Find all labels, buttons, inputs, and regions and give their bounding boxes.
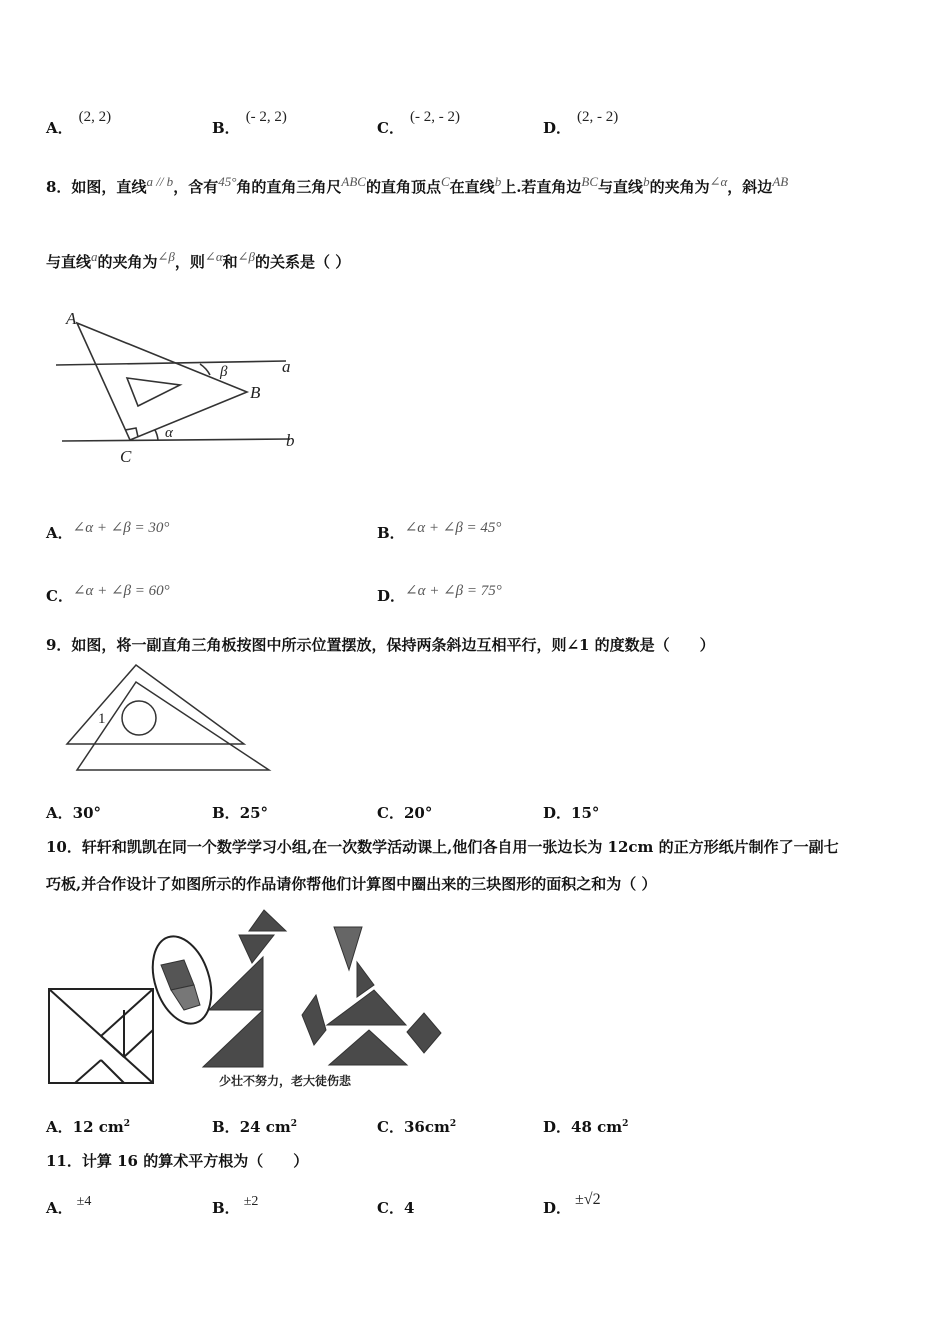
label-a-vertex: A: [66, 309, 77, 328]
option-value: ±4: [76, 1194, 92, 1209]
math: AB: [772, 174, 789, 189]
label-c-vertex: C: [120, 447, 132, 466]
q9-option-c: [377, 802, 432, 823]
option-label: D．: [543, 804, 572, 822]
q9-stem: 9．如图，将一副直角三角板按图中所示位置摆放，保持两条斜边互相平行，则∠1 的度数是（ ）: [46, 636, 715, 654]
math: ∠α: [204, 249, 223, 264]
set-square-bottom: [77, 682, 269, 770]
math: ABC: [341, 174, 366, 189]
option-value: (- 2, 2): [245, 109, 287, 125]
text: 与直线: [598, 178, 644, 196]
label-line-a: a: [282, 357, 291, 376]
tangram-figure-left: [161, 910, 286, 1067]
q10-stem-line2: 巧板,并合作设计了如图所示的作品请你帮他们计算图中圈出来的三块图形的面积之和为（ ）: [46, 875, 657, 893]
option-value: 12 cm: [72, 1118, 124, 1136]
option-value: ∠α + ∠β = 30°: [72, 520, 170, 536]
option-label: A．: [46, 1118, 73, 1136]
option-value: 24 cm: [239, 1118, 291, 1136]
q11-stem: 11．计算 16 的算术平方根为（ ）: [46, 1152, 309, 1170]
text: ，则: [174, 253, 205, 271]
text: ，含有: [173, 178, 219, 196]
text: 上.若直角边: [501, 178, 582, 196]
option-label: B．: [212, 119, 240, 137]
text: 的直角顶点: [365, 178, 441, 196]
tangram-figure-right: [302, 927, 441, 1065]
option-label: C．: [377, 804, 404, 822]
q10-option-a: [46, 1116, 130, 1137]
q8-stem-line2: [46, 251, 350, 272]
option-value: (- 2, - 2): [409, 109, 460, 125]
option-label: C．: [46, 587, 73, 605]
line-b: [62, 439, 290, 441]
alpha-arc: [155, 430, 158, 440]
math: 45°: [218, 174, 237, 189]
option-label: D．: [377, 587, 406, 605]
option-value: (2, 2): [78, 109, 112, 125]
option-label: B．: [212, 1118, 240, 1136]
text: 角的直角三角尺: [236, 178, 342, 196]
option-superscript: 2: [290, 1119, 298, 1129]
q8-option-a: [46, 522, 169, 543]
math: ∠β: [237, 249, 256, 264]
option-superscript: 2: [449, 1119, 457, 1129]
option-label: D．: [543, 1199, 572, 1217]
math: b: [643, 174, 650, 189]
option-label: C．: [377, 1199, 404, 1217]
math: a: [91, 249, 98, 264]
option-value: 30°: [72, 804, 102, 822]
option-value: ∠α + ∠β = 45°: [404, 520, 502, 536]
text: 8．如图，直线: [46, 178, 147, 196]
q10-option-c: [377, 1116, 456, 1137]
option-value: 48 cm: [571, 1118, 623, 1136]
option-value: (2, - 2): [577, 109, 619, 125]
text: 和: [222, 253, 238, 271]
q9-option-a: [46, 802, 101, 823]
option-value: ±2: [243, 1194, 259, 1209]
math: ∠β: [157, 249, 175, 264]
q9-figure: [60, 660, 280, 775]
q7-option-d: [543, 109, 619, 138]
label-beta: β: [220, 364, 228, 380]
option-label: D．: [543, 119, 572, 137]
q10-option-d: [543, 1116, 628, 1137]
option-label: A．: [46, 119, 73, 137]
q11-option-c: [377, 1197, 414, 1218]
math: b: [494, 174, 502, 189]
option-value: 4: [403, 1199, 415, 1217]
option-label: D．: [543, 1118, 572, 1136]
q11-option-d: [543, 1191, 601, 1218]
q9-option-d: [543, 802, 599, 823]
text: 的夹角为: [649, 178, 710, 196]
figure-caption: 少壮不努力，老大徒伤悲: [219, 1074, 352, 1088]
option-label: B．: [212, 1199, 240, 1217]
q10-figure: [44, 905, 444, 1095]
q11-option-b: [212, 1194, 259, 1218]
text: 在直线: [449, 178, 495, 196]
option-label: C．: [377, 119, 404, 137]
math: a // b: [146, 174, 174, 189]
option-label: A．: [46, 804, 73, 822]
q7-option-b: [212, 109, 287, 138]
label-line-b: b: [286, 431, 295, 450]
q8-figure: [50, 300, 310, 470]
q10-option-b: [212, 1116, 297, 1137]
label-b-vertex: B: [250, 383, 261, 402]
option-label: B．: [212, 804, 240, 822]
q11-option-a: [46, 1194, 92, 1218]
q8-option-b: [377, 522, 501, 543]
q8-option-d: [377, 585, 502, 606]
option-superscript: 2: [622, 1119, 629, 1129]
q10-stem-line1: 10．轩轩和凯凯在同一个数学学习小组,在一次数学活动课上,他们各自用一张边长为 12cm 的正方形纸片制作了一副七: [46, 838, 839, 856]
option-label: A．: [46, 524, 73, 542]
inner-triangle: [127, 378, 180, 406]
option-value: ∠α + ∠β = 75°: [405, 583, 502, 599]
set-square-hole: [122, 701, 156, 735]
set-square-top: [67, 665, 244, 744]
text: ，斜边: [727, 178, 773, 196]
q8-option-c: [46, 585, 170, 606]
option-value: ±√2: [575, 1191, 601, 1208]
option-label: A．: [46, 1199, 73, 1217]
option-label: B．: [377, 524, 405, 542]
text: 与直线: [46, 253, 92, 271]
option-value: 15°: [571, 804, 600, 822]
math: ∠α: [709, 174, 728, 189]
option-value: 20°: [403, 804, 433, 822]
q8-stem-line1: [46, 176, 788, 197]
text: 的夹角为: [97, 253, 158, 271]
math: C: [441, 174, 450, 189]
triangle-abc: [77, 323, 247, 440]
q7-option-c: [377, 109, 460, 138]
option-superscript: 2: [123, 1119, 131, 1129]
option-value: 25°: [239, 804, 269, 822]
angle-1-label: 1: [98, 711, 106, 727]
q9-option-b: [212, 802, 268, 823]
math: BC: [581, 174, 599, 189]
option-value: ∠α + ∠β = 60°: [72, 583, 170, 599]
option-value: 36cm: [403, 1118, 450, 1136]
q7-option-a: [46, 109, 112, 138]
label-alpha: α: [165, 425, 173, 441]
option-label: C．: [377, 1118, 404, 1136]
text: 的关系是（ ）: [255, 253, 351, 271]
tangram-square: [49, 989, 153, 1083]
